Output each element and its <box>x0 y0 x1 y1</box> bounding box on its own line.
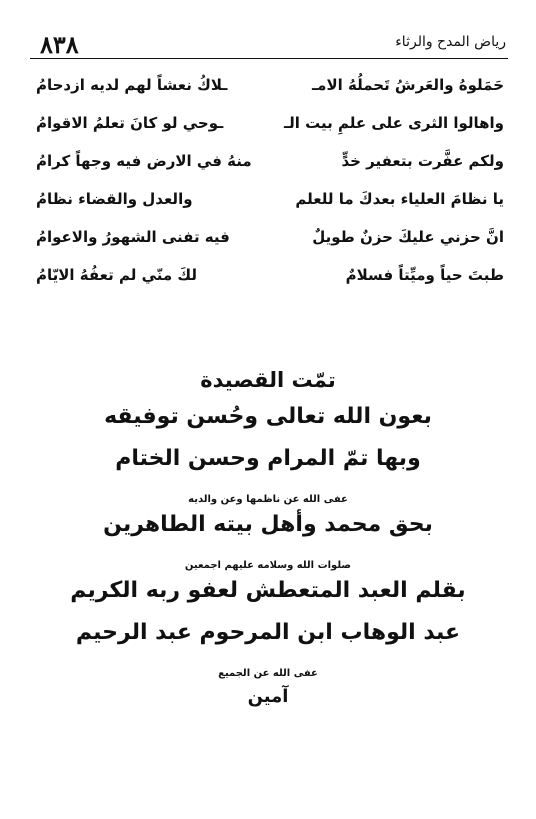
colophon-note: صلوات الله وسلامه عليهم اجمعين <box>184 560 352 571</box>
colophon-line: عبد الوهاب ابن المرحوم عبد الرحيم <box>75 620 461 645</box>
verse-second-hemistich: والعدل والقضاء نظامُ <box>36 190 193 208</box>
page-header <box>0 0 536 60</box>
colophon-note: عفى الله عن ناظمها وعن والديه <box>188 494 348 505</box>
page-number: ٨٣٨ <box>40 30 79 59</box>
colophon-note: عفى الله عن الجميع <box>218 668 318 679</box>
colophon-line: بحق محمد وأهل بيته الطاهرين <box>103 512 433 537</box>
verse-second-hemistich: لكَ منّي لم تعفُهُ الايّامُ <box>36 266 198 284</box>
verse-first-hemistich: واهالوا الثرى على علمِ بيت الـ <box>284 114 504 132</box>
verse-line <box>36 106 504 144</box>
colophon-line: بقلم العبد المتعطش لعفو ربه الكريم <box>70 578 466 603</box>
verse-second-hemistich: فيه تفنى الشهورُ والاعوامُ <box>36 228 230 246</box>
verse-first-hemistich: يا نظامَ العلياء بعدكَ ما للعلم <box>295 190 504 208</box>
verse-second-hemistich: ـلاكُ نعشاً لهم لديه ازدحامُ <box>36 76 228 94</box>
verse-line <box>36 220 504 258</box>
poem-verses <box>36 68 504 296</box>
header-rule <box>30 58 508 59</box>
verse-line <box>36 144 504 182</box>
verse-first-hemistich: حَمَلوهُ والعَرشُ تَحملُهُ الامـ <box>312 76 504 94</box>
colophon <box>0 360 536 716</box>
colophon-amen: آمين <box>247 686 289 707</box>
verse-second-hemistich: منهُ في الارض فيه وجهاً كرامُ <box>36 152 252 170</box>
verse-second-hemistich: ـوحي لو كانَ تعلمُ الاقوامُ <box>36 114 224 132</box>
verse-line <box>36 182 504 220</box>
colophon-line: بعون الله تعالى وحُسن توفيقه <box>104 404 432 429</box>
verse-first-hemistich: طبتَ حياً وميِّتاً فسلامٌ <box>345 266 504 284</box>
verse-first-hemistich: انَّ حزني عليكَ حزنٌ طويلٌ <box>312 228 504 246</box>
verse-first-hemistich: ولكم عفَّرت بتعفير خدٍّ <box>341 152 504 170</box>
running-title: رياض المدح والرثاء <box>395 34 506 50</box>
colophon-title: تمّت القصيدة <box>200 368 336 392</box>
verse-line <box>36 68 504 106</box>
verse-line <box>36 258 504 296</box>
colophon-line: وبها تمّ المرام وحسن الختام <box>115 446 421 471</box>
